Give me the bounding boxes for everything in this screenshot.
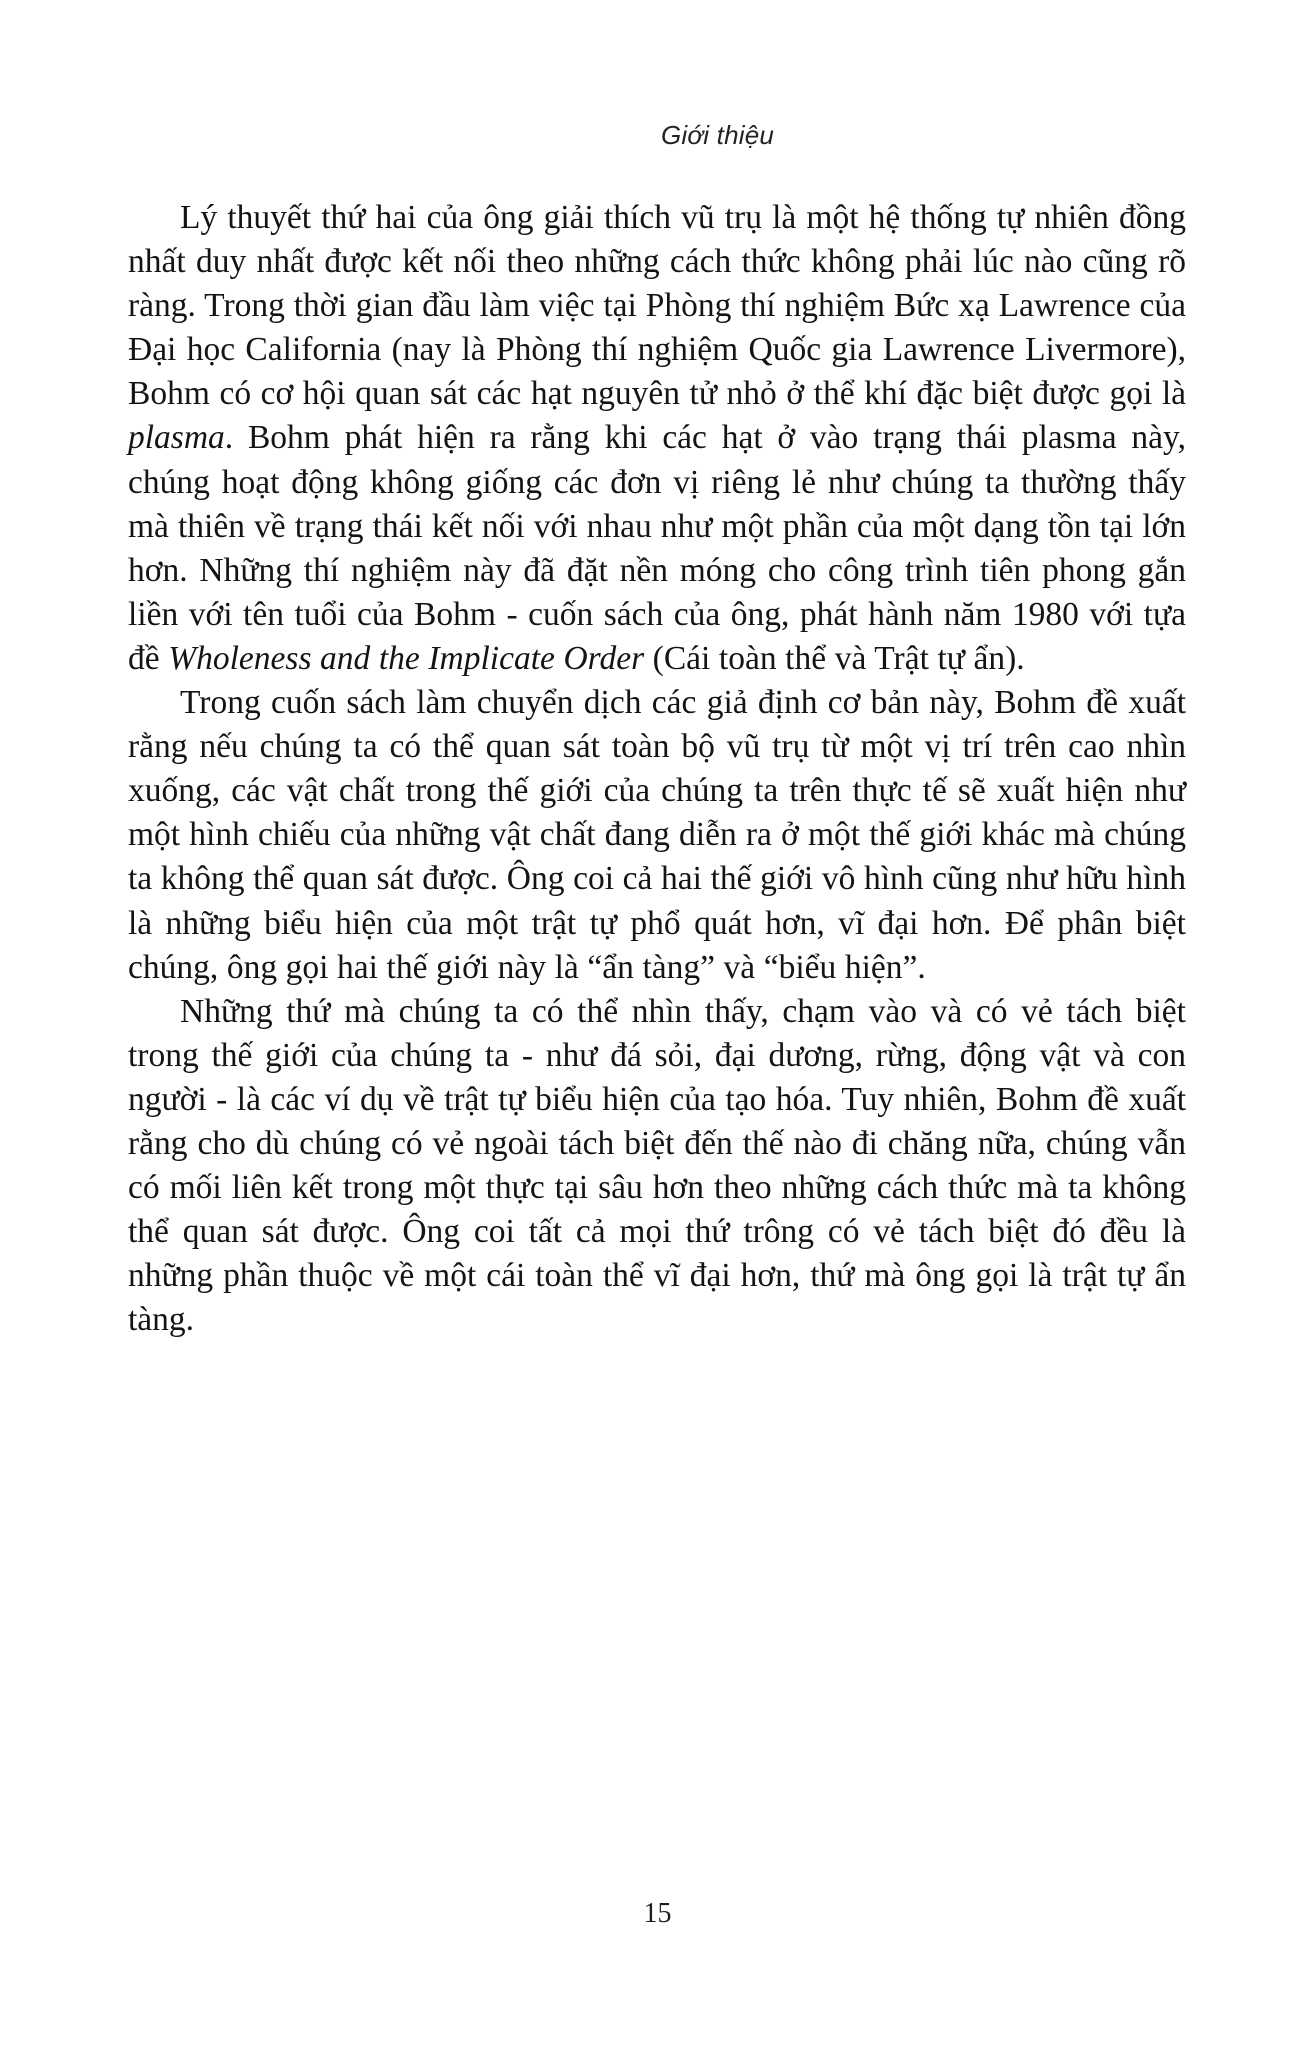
paragraph-3 xyxy=(128,990,1186,1343)
running-header: Giới thiệu xyxy=(660,120,775,150)
text-run: Lý thuyết thứ hai của ông giải thích vũ trụ là một hệ thống tự nhiên đồng nhất duy nhất được kết nối theo những cách thức không phải lúc nào cũng rõ ràng. Trong thời gian đầu làm việc tại Phòng thí nghiệm Bức xạ Lawrence của Đại học California (nay là Phòng thí nghiệm Quốc gia Lawrence Livermore), Bohm có cơ hội quan sát các hạt nguyên tử nhỏ ở thể khí đặc biệt được gọi là xyxy=(128,199,1186,413)
page-number: 15 xyxy=(643,1898,672,1929)
paragraph-1 xyxy=(128,196,1186,681)
text-run: Trong cuốn sách làm chuyển dịch các giả định cơ bản này, Bohm đề xuất rằng nếu chúng ta có thể quan sát toàn bộ vũ trụ từ một vị trí trên cao nhìn xuống, các vật chất trong thế giới của chúng ta trên thực tế sẽ xuất hiện như một hình chiếu của những vật chất đang diễn ra ở một thế giới khác mà chúng ta không thể quan sát được. Ông coi cả hai thế giới vô hình cũng như hữu hình là những biểu hiện của một trật tự phổ quát hơn, vĩ đại hơn. Để phân biệt chúng, ông gọi hai thế giới này là “ẩn tàng” và “biểu hiện”. xyxy=(128,684,1186,986)
paragraph-2 xyxy=(128,681,1186,990)
body-text-column xyxy=(128,196,1186,1342)
italic-run: plasma xyxy=(128,419,225,457)
text-run: (Cái toàn thể và Trật tự ẩn). xyxy=(644,639,1025,677)
text-run: . Bohm phát hiện ra rằng khi các hạt ở vào trạng thái plasma này, chúng hoạt động không giống các đơn vị riêng lẻ như chúng ta thường thấy mà thiên về trạng thái kết nối với nhau như một phần của một dạng tồn tại lớn hơn. Những thí nghiệm này đã đặt nền móng cho công trình tiên phong gắn liền với tên tuổi của Bohm - cuốn sách của ông, phát hành năm 1980 với tựa đề xyxy=(128,419,1186,677)
text-run: Những thứ mà chúng ta có thể nhìn thấy, chạm vào và có vẻ tách biệt trong thế giới của chúng ta - như đá sỏi, đại dương, rừng, động vật và con người - là các ví dụ về trật tự biểu hiện của tạo hóa. Tuy nhiên, Bohm đề xuất rằng cho dù chúng có vẻ ngoài tách biệt đến thế nào đi chăng nữa, chúng vẫn có mối liên kết trong một thực tại sâu hơn theo những cách thức mà ta không thể quan sát được. Ông coi tất cả mọi thứ trông có vẻ tách biệt đó đều là những phần thuộc về một cái toàn thể vĩ đại hơn, thứ mà ông gọi là trật tự ẩn tàng. xyxy=(128,992,1186,1339)
italic-run: Wholeness and the Implicate Order xyxy=(168,639,645,677)
